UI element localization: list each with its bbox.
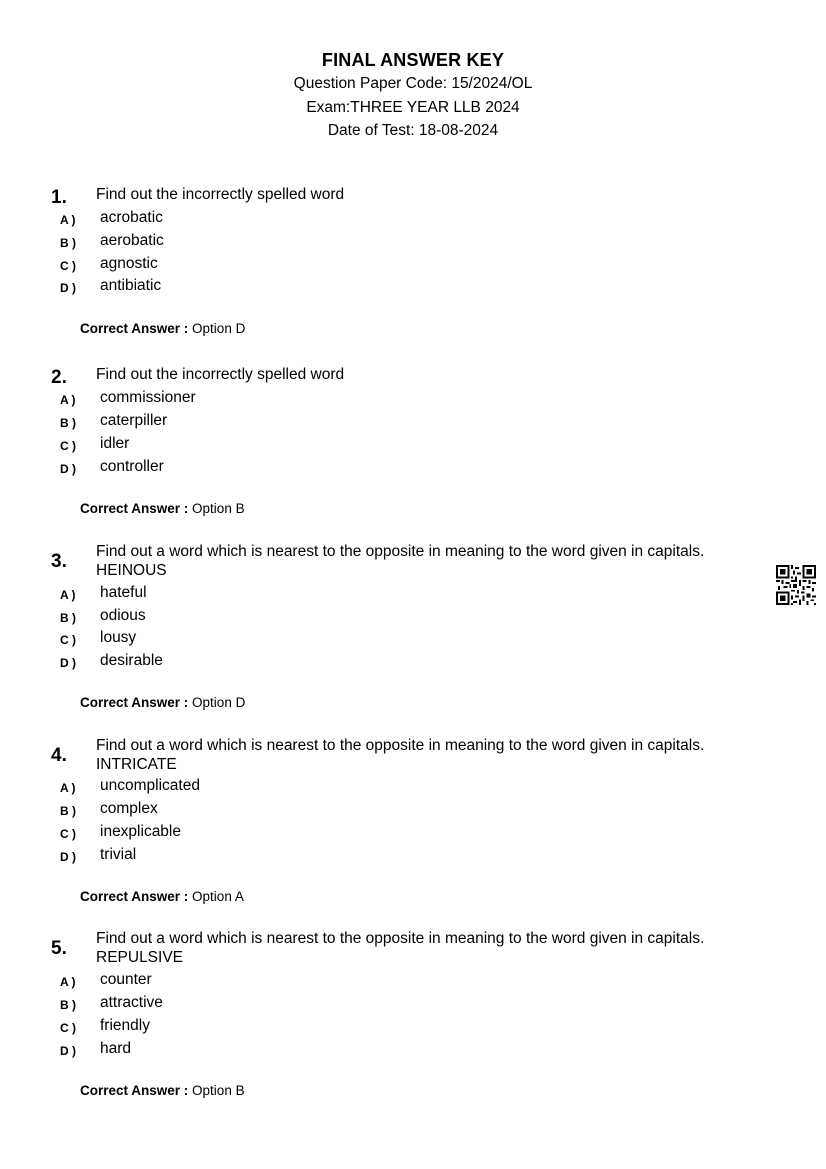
correct-answer-label: Correct Answer : [80,1083,189,1098]
option-text: attractive [100,994,163,1011]
question-number: 4. [51,745,67,766]
option-text: antibiatic [100,277,162,294]
option-c [0,255,500,277]
question-paper-code: Question Paper Code: 15/2024/OL [293,75,533,92]
option-label: B ) [60,611,76,625]
correct-answer-label: Correct Answer : [80,695,189,710]
option-label: B ) [60,804,76,818]
qr-code-icon [776,565,816,605]
option-b [0,232,500,254]
option-label: A ) [60,781,76,795]
option-text: friendly [100,1017,150,1034]
option-label: C ) [60,259,76,273]
test-date: Date of Test: 18-08-2024 [327,122,499,139]
correct-answer [80,501,245,516]
option-a [0,971,500,993]
question-number: 3. [51,551,67,572]
question-number: 2. [51,367,67,388]
option-text: complex [100,800,158,817]
option-label: A ) [60,393,76,407]
question-text [96,365,776,384]
question-number: 1. [51,187,67,208]
option-label: B ) [60,236,76,250]
option-label: B ) [60,416,76,430]
question-prompt: Find out a word which is nearest to the opposite in meaning to the word given in capitals. [96,930,705,947]
option-text: uncomplicated [100,777,200,794]
correct-answer-value: Option A [192,889,244,904]
option-d [0,846,500,868]
question-keyword: INTRICATE [96,756,177,773]
option-text: trivial [100,846,137,863]
option-label: C ) [60,1021,76,1035]
option-c [0,823,500,845]
option-c [0,1017,500,1039]
option-label: C ) [60,827,76,841]
question-keyword: HEINOUS [96,562,167,579]
correct-answer-value: Option B [192,501,245,516]
correct-answer-label: Correct Answer : [80,501,189,516]
question-prompt: Find out the incorrectly spelled word [96,186,345,203]
question-text [96,185,776,204]
option-label: B ) [60,998,76,1012]
option-text: hard [100,1040,132,1057]
option-label: C ) [60,633,76,647]
option-text: inexplicable [100,823,181,840]
option-label: D ) [60,850,76,864]
option-d [0,652,500,674]
option-b [0,800,500,822]
question-text [96,542,776,580]
document-header [0,48,826,143]
option-text: idler [100,435,130,452]
question-prompt: Find out a word which is nearest to the opposite in meaning to the word given in capitals. [96,543,705,560]
option-label: A ) [60,213,76,227]
correct-answer-value: Option B [192,1083,245,1098]
option-text: controller [100,458,164,475]
question-number: 5. [51,938,67,959]
correct-answer [80,321,245,336]
option-label: D ) [60,462,76,476]
option-a [0,389,500,411]
option-label: C ) [60,439,76,453]
option-b [0,994,500,1016]
exam-name: Exam:THREE YEAR LLB 2024 [306,98,520,116]
correct-answer [80,889,244,904]
option-text: odious [100,607,146,624]
option-c [0,435,500,457]
option-d [0,1040,500,1062]
option-b [0,412,500,434]
question-text [96,929,776,967]
option-a [0,209,500,231]
option-label: D ) [60,281,76,295]
correct-answer [80,1083,245,1098]
question-prompt: Find out the incorrectly spelled word [96,366,345,383]
option-d [0,458,500,480]
option-text: commissioner [100,389,196,406]
correct-answer-value: Option D [192,695,246,710]
option-label: D ) [60,1044,76,1058]
option-text: lousy [100,629,137,646]
option-a [0,584,500,606]
option-text: hateful [100,584,147,601]
option-label: A ) [60,588,76,602]
option-d [0,277,500,299]
option-text: aerobatic [100,232,164,249]
question-keyword: REPULSIVE [96,949,184,966]
option-text: desirable [100,652,163,669]
option-a [0,777,500,799]
option-label: A ) [60,975,76,989]
option-label: D ) [60,656,76,670]
question-text [96,736,776,774]
option-text: agnostic [100,255,158,272]
option-text: counter [100,971,152,988]
correct-answer-value: Option D [192,321,246,336]
option-text: caterpiller [100,412,168,429]
correct-answer-label: Correct Answer : [80,889,189,904]
correct-answer [80,695,245,710]
document-title: FINAL ANSWER KEY [321,50,505,70]
option-c [0,629,500,651]
option-text: acrobatic [100,209,163,226]
option-b [0,607,500,629]
correct-answer-label: Correct Answer : [80,321,189,336]
question-prompt: Find out a word which is nearest to the opposite in meaning to the word given in capitals. [96,737,705,754]
